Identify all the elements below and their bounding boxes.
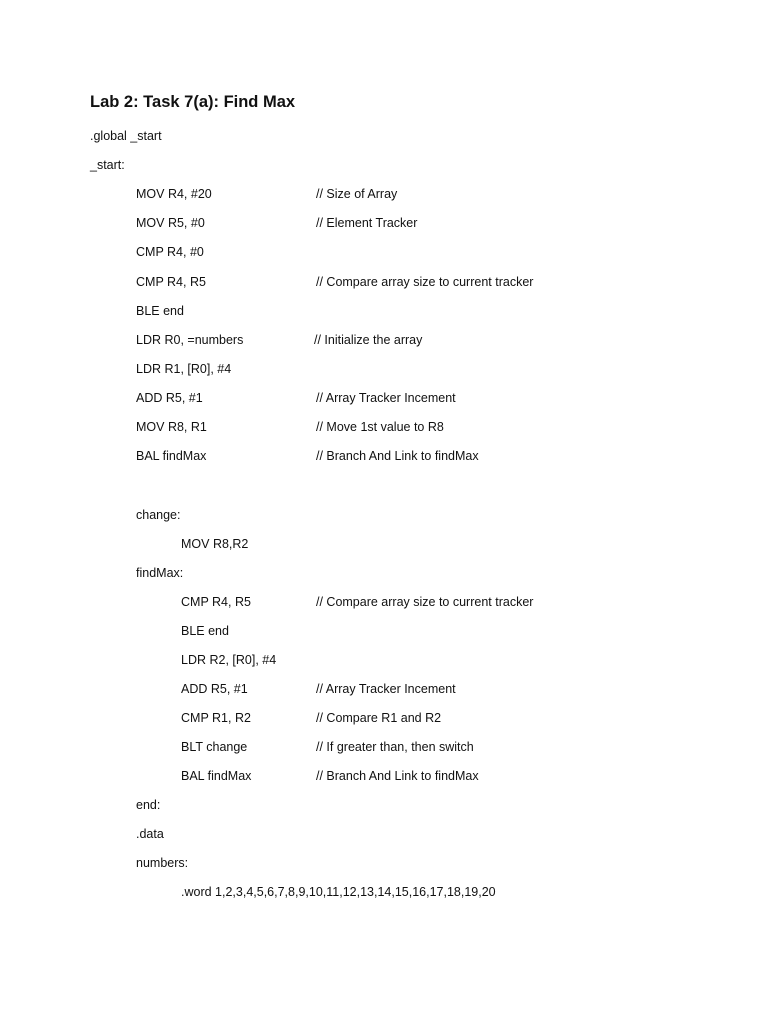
code-text: BLE end [181,624,229,638]
code-text: MOV R8, R1 [136,420,207,434]
code-text: .data [136,827,164,841]
code-text: CMP R4, R5 [136,275,206,289]
code-text: CMP R1, R2 [181,711,251,725]
code-text: BLT change [181,740,248,754]
code-text: MOV R4, #20 [136,187,212,201]
code-comment: // Array Tracker Incement [316,682,456,696]
code-text: CMP R4, R5 [181,595,251,609]
code-text: BAL findMax [181,769,252,783]
code-text: _start: [90,158,125,172]
code-text: BAL findMax [136,449,207,463]
code-text: LDR R2, [R0], #4 [181,653,277,667]
code-comment: // Compare array size to current tracker [316,595,534,609]
code-label: findMax: [136,566,184,580]
code-text: BLE end [136,304,184,318]
code-text: LDR R1, [R0], #4 [136,362,232,376]
code-comment: // Branch And Link to findMax [316,769,479,783]
code-comment: // If greater than, then switch [316,740,474,754]
code-text: ADD R5, #1 [136,391,203,405]
code-label: numbers: [136,856,189,870]
code-comment: // Element Tracker [316,216,418,230]
code-text: .word 1,2,3,4,5,6,7,8,9,10,11,12,13,14,15,16,17,18,19,20 [181,885,496,899]
code-text: MOV R8,R2 [181,537,249,551]
code-comment: // Compare R1 and R2 [316,711,442,725]
code-comment: // Compare array size to current tracker [316,275,534,289]
code-text: .global _start [90,129,162,143]
code-comment: // Initialize the array [314,333,423,347]
code-label: end: [136,798,161,812]
code-comment: // Branch And Link to findMax [316,449,479,463]
code-text: MOV R5, #0 [136,216,205,230]
document-title: Lab 2: Task 7(a): Find Max [90,93,296,111]
code-label: change: [136,508,181,522]
code-comment: // Size of Array [316,187,398,201]
code-comment: // Array Tracker Incement [316,391,456,405]
code-text: CMP R4, #0 [136,245,204,259]
code-comment: // Move 1st value to R8 [316,420,444,434]
code-text: LDR R0, =numbers [136,333,244,347]
code-text: ADD R5, #1 [181,682,248,696]
